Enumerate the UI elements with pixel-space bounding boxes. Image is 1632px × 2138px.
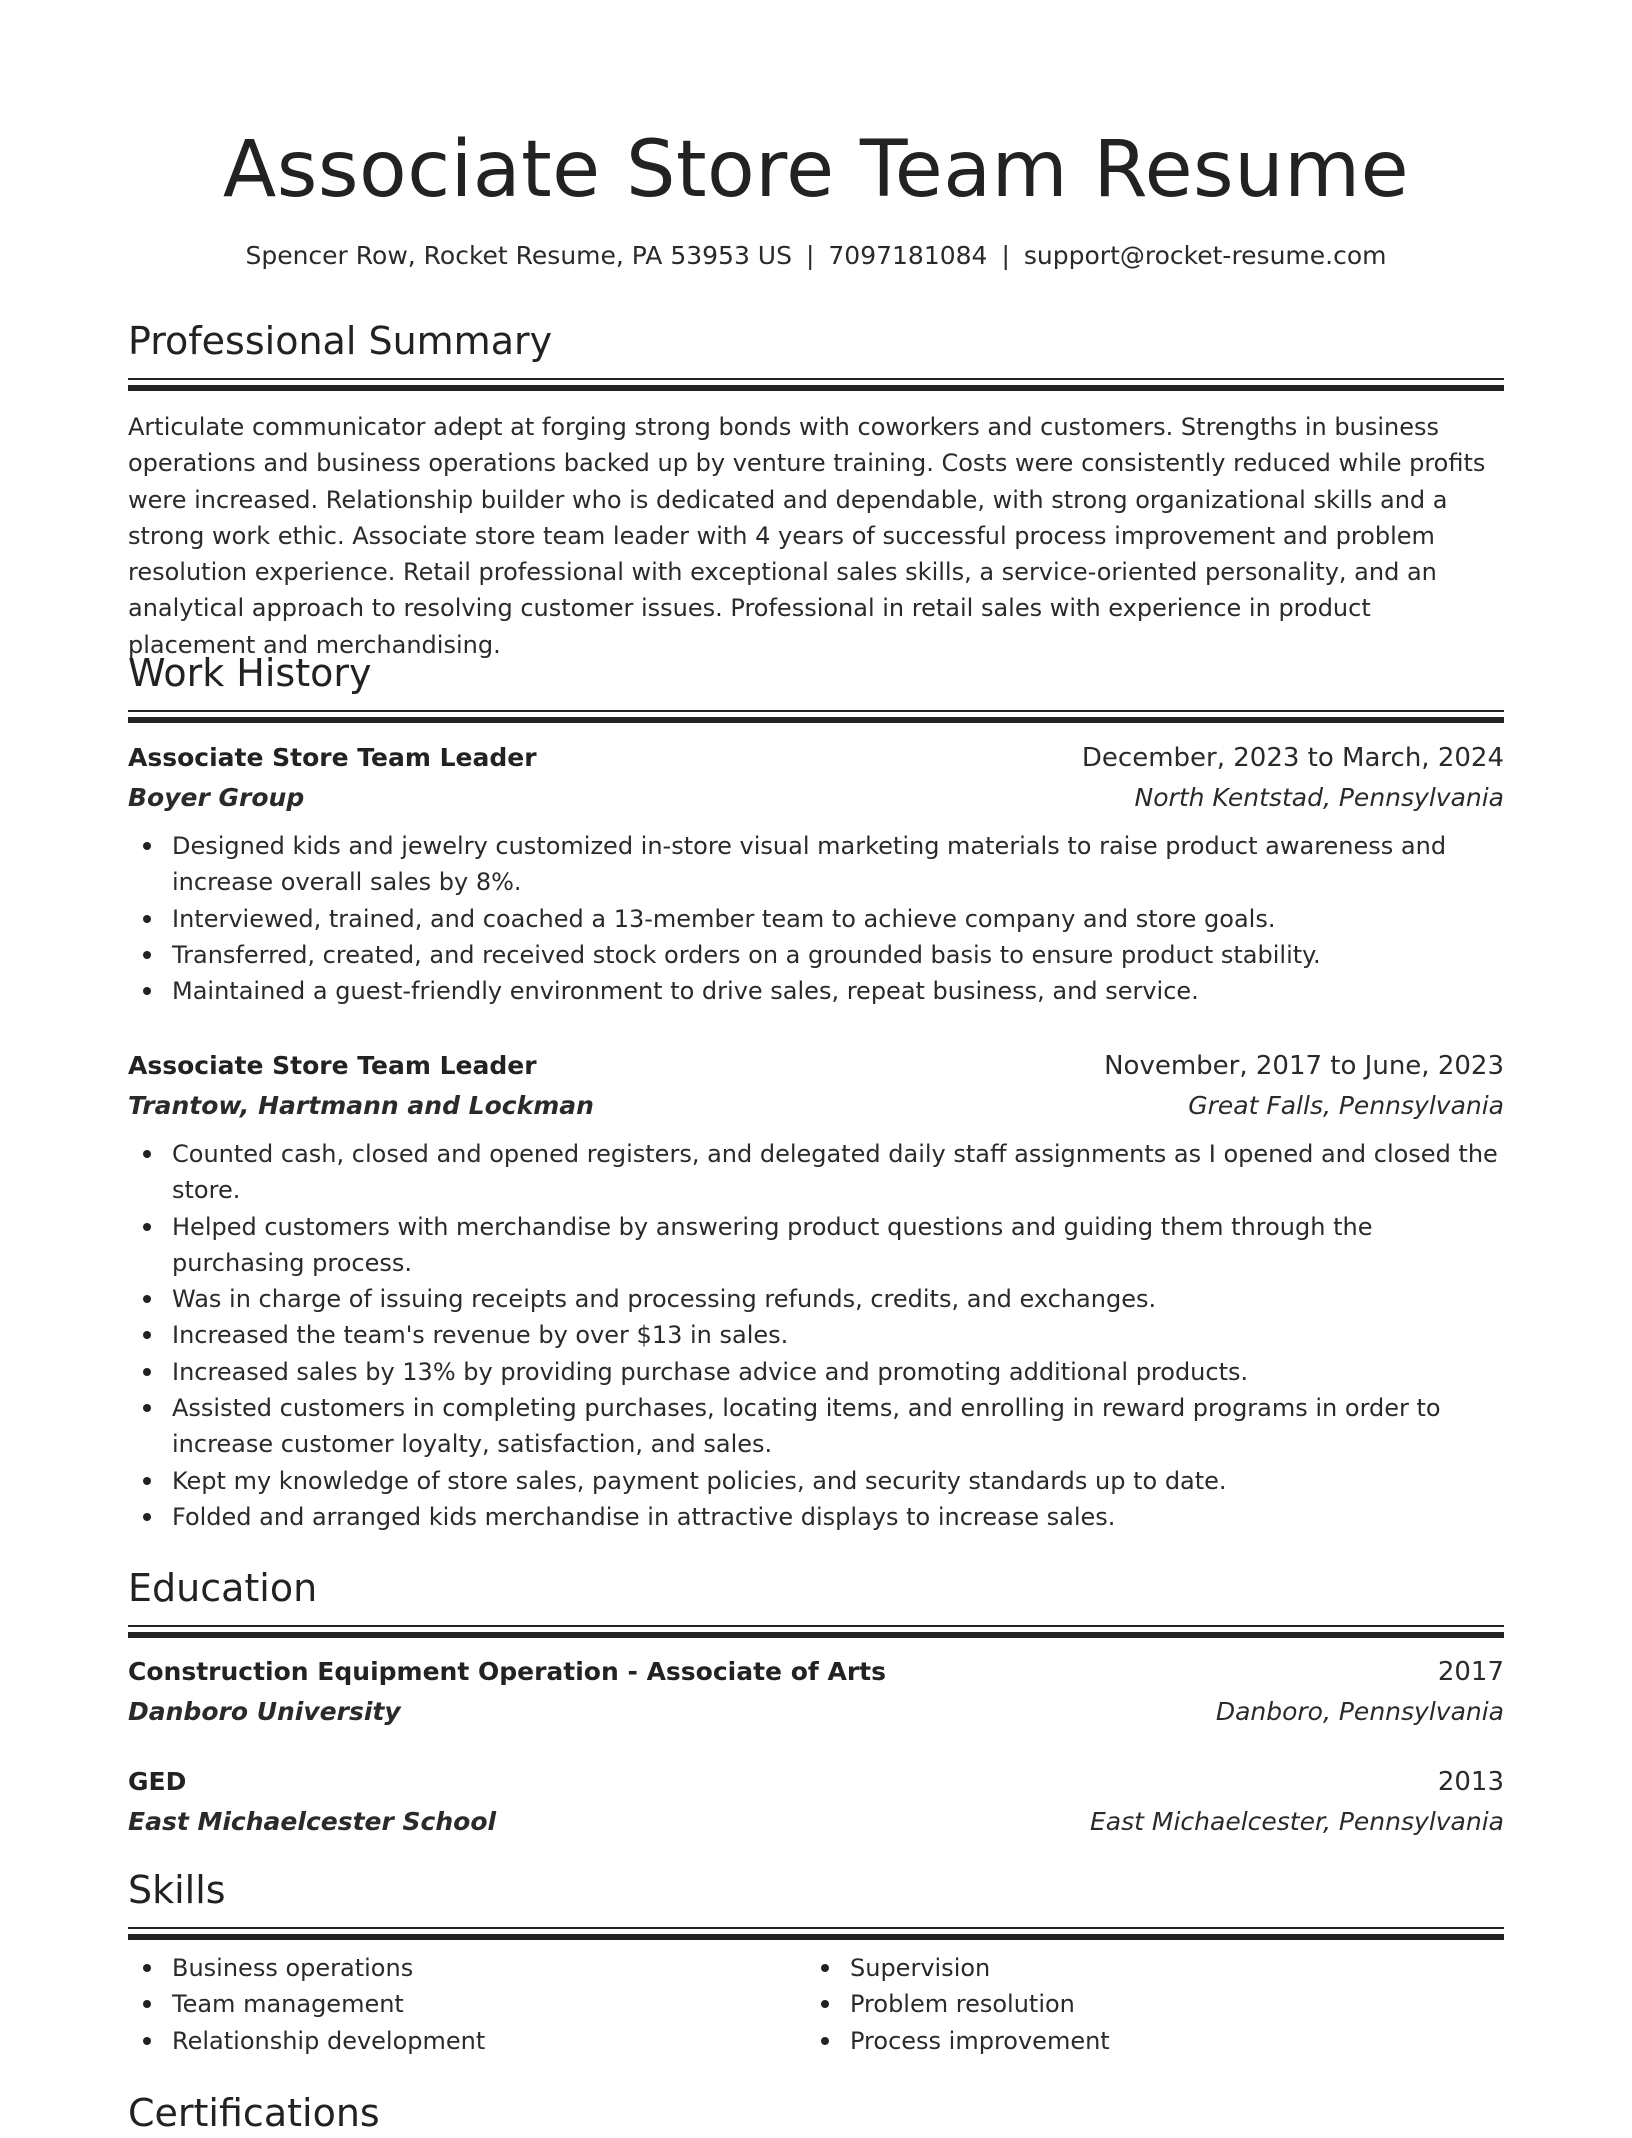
section-heading-summary: Professional Summary <box>128 319 553 363</box>
list-item: Designed kids and jewelry customized in-store visual marketing materials to raise product awareness and increase overall sales by 8%. <box>172 828 1504 901</box>
list-item: Maintained a guest-friendly environment to drive sales, repeat business, and service. <box>172 973 1504 1009</box>
skills-section <box>128 1865 1504 2059</box>
skills-grid <box>128 1950 1504 2059</box>
skills-column-left <box>128 1950 806 2059</box>
resume-title: Associate Store Team Resume <box>222 125 1410 215</box>
list-item: Kept my knowledge of store sales, payment policies, and security standards up to date. <box>172 1463 1504 1499</box>
education-entry <box>128 1652 1504 1732</box>
education-location: Danboro, Pennsylvania <box>1215 1697 1504 1726</box>
skill-item: Team management <box>172 1986 806 2022</box>
skill-item: Process improvement <box>850 2023 1484 2059</box>
list-item: Assisted customers in completing purchases, locating items, and enrolling in reward programs in order to increase customer loyalty, satisfaction, and sales. <box>172 1390 1504 1463</box>
education-year: 2017 <box>1437 1657 1504 1687</box>
job-entry <box>128 1046 1504 1535</box>
contact-email: support@rocket-resume.com <box>1023 241 1387 270</box>
education-location: East Michaelcester, Pennsylvania <box>1090 1807 1504 1836</box>
contact-address: Spencer Row, Rocket Resume, PA 53953 US <box>245 241 792 270</box>
job-bullets <box>128 1136 1504 1535</box>
education-school: East Michaelcester School <box>128 1807 497 1836</box>
section-heading-skills: Skills <box>128 1868 226 1912</box>
list-item: Was in charge of issuing receipts and processing refunds, credits, and exchanges. <box>172 1281 1504 1317</box>
list-item: Folded and arranged kids merchandise in attractive displays to increase sales. <box>172 1499 1504 1535</box>
job-dates: November, 2017 to June, 2023 <box>1104 1051 1504 1081</box>
section-divider-thick <box>128 1632 1504 1638</box>
list-item: Increased sales by 13% by providing purchase advice and promoting additional products. <box>172 1354 1504 1390</box>
job-entry <box>128 738 1504 1009</box>
contact-separator: | <box>805 241 815 270</box>
skill-item: Relationship development <box>172 2023 806 2059</box>
job-location: Great Falls, Pennsylvania <box>1188 1091 1504 1120</box>
education-entry <box>128 1762 1504 1842</box>
summary-text: Articulate communicator adept at forging strong bonds with coworkers and customers. Strengths in business operations and business operations backed up by venture training. Costs were consistently reduced while profits were increased. Relationship builder who is dedicated and dependable, with strong organizational skills and a strong work ethic. Associate store team leader with 4 years of successful process improvement and problem resolution experience. Retail professional with exceptional sales skills, a service-oriented personality, and an analytical approach to resolving customer issues. Professional in retail sales with experience in product placement and merchandising. <box>128 413 1486 659</box>
section-heading-work-history: Work History <box>128 651 372 695</box>
list-item: Helped customers with merchandise by answering product questions and guiding them through the purchasing process. <box>172 1209 1504 1282</box>
contact-separator: | <box>1001 241 1010 270</box>
education-year: 2013 <box>1437 1767 1504 1797</box>
job-company: Boyer Group <box>128 783 305 812</box>
education-degree: Construction Equipment Operation - Associate of Arts <box>128 1657 886 1686</box>
list-item: Counted cash, closed and opened registers, and delegated daily staff assignments as I opened and closed the store. <box>172 1136 1504 1209</box>
section-divider <box>128 1927 1504 1929</box>
list-item: Increased the team's revenue by over $13 in sales. <box>172 1317 1504 1353</box>
section-divider <box>128 1625 1504 1627</box>
work-history-section <box>128 648 1504 723</box>
summary-section <box>128 316 1504 663</box>
education-section <box>128 1563 1504 1638</box>
contact-phone: 7097181084 <box>828 241 988 270</box>
skills-list <box>806 1950 1484 2059</box>
section-heading-education: Education <box>128 1566 318 1610</box>
section-divider-thick <box>128 385 1504 391</box>
section-heading-certifications: Certifications <box>128 2091 380 2135</box>
education-school: Danboro University <box>128 1697 401 1726</box>
section-divider-thick <box>128 717 1504 723</box>
job-title: Associate Store Team Leader <box>128 743 537 772</box>
job-bullets <box>128 828 1504 1009</box>
skill-item: Problem resolution <box>850 1986 1484 2022</box>
list-item: Transferred, created, and received stock orders on a grounded basis to ensure product stability. <box>172 937 1504 973</box>
contact-line <box>128 238 1504 274</box>
skill-item: Supervision <box>850 1950 1484 1986</box>
skill-item: Business operations <box>172 1950 806 1986</box>
certifications-section <box>128 2088 1504 2138</box>
section-divider <box>128 378 1504 380</box>
section-divider <box>128 710 1504 712</box>
list-item: Interviewed, trained, and coached a 13-member team to achieve company and store goals. <box>172 901 1504 937</box>
job-location: North Kentstad, Pennsylvania <box>1134 783 1504 812</box>
skills-column-right <box>806 1950 1484 2059</box>
section-divider-thick <box>128 1934 1504 1940</box>
job-company: Trantow, Hartmann and Lockman <box>128 1091 594 1120</box>
job-dates: December, 2023 to March, 2024 <box>1081 743 1504 773</box>
skills-list <box>128 1950 806 2059</box>
job-title: Associate Store Team Leader <box>128 1051 537 1080</box>
education-degree: GED <box>128 1767 187 1796</box>
